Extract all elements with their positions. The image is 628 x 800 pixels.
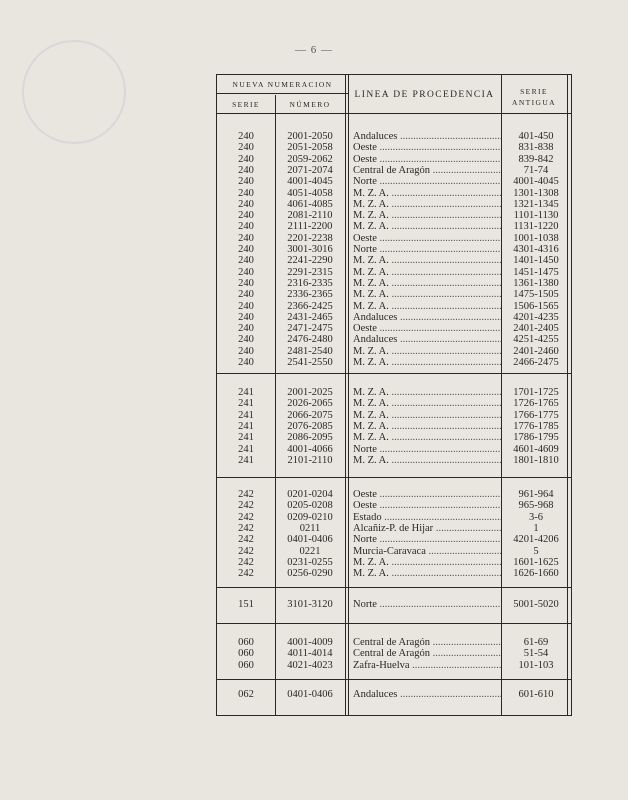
- cell-serie: 242: [238, 511, 254, 523]
- cell-numero: 2066-2075: [287, 409, 333, 421]
- cell-serie: 242: [238, 489, 254, 500]
- cell-serie: 240: [238, 345, 254, 357]
- table-row: [217, 199, 571, 210]
- cell-serie: 240: [238, 198, 254, 210]
- cell-linea: M. Z. A. .....: [353, 455, 501, 466]
- table-row: [217, 323, 571, 334]
- table-row: [217, 421, 571, 432]
- cell-linea: M. Z. A. .....: [353, 432, 501, 443]
- cell-serie-antigua: 965-968: [518, 500, 554, 512]
- cell-linea: M. Z. A. .....: [353, 278, 501, 289]
- cell-numero: 0221: [299, 545, 321, 557]
- cell-linea: M. Z. A. .....: [353, 557, 501, 568]
- cell-serie: 060: [238, 648, 254, 660]
- cell-numero: 2076-2085: [287, 420, 333, 432]
- header-serie: SERIE: [232, 100, 260, 109]
- cell-serie: 240: [238, 176, 254, 188]
- cell-linea: Oeste .....: [353, 489, 501, 500]
- header-serie-antigua-1: SERIE: [520, 87, 548, 96]
- cell-serie-antigua: 4601-4609: [513, 443, 559, 455]
- cell-serie: 241: [238, 387, 254, 398]
- cell-numero: 2071-2074: [287, 164, 333, 176]
- cell-serie-antigua: 2401-2405: [513, 323, 559, 335]
- cell-serie-antigua: 1451-1475: [513, 266, 559, 278]
- cell-serie: 240: [238, 142, 254, 154]
- cell-serie-antigua: 4301-4316: [513, 244, 559, 255]
- cell-serie-antigua: 1506-1565: [513, 300, 559, 312]
- cell-serie: 241: [238, 454, 254, 466]
- cell-serie: 062: [238, 689, 254, 700]
- cell-numero: 0401-0406: [287, 534, 333, 546]
- cell-serie-antigua: 1321-1345: [513, 198, 559, 210]
- cell-serie: 242: [238, 545, 254, 557]
- cell-linea: M. Z. A. .....: [353, 221, 501, 232]
- cell-serie-antigua: 1726-1765: [513, 398, 559, 410]
- cell-serie: 240: [238, 277, 254, 289]
- cell-linea: Central de Aragón .....: [353, 648, 501, 659]
- cell-numero: 4001-4066: [287, 443, 333, 455]
- table-row: [217, 512, 571, 523]
- cell-linea: M. Z. A. .....: [353, 568, 501, 579]
- cell-numero: 2026-2065: [287, 398, 333, 410]
- section-divider: [217, 679, 571, 680]
- cell-linea: M. Z. A. .....: [353, 210, 501, 221]
- table-row: [217, 660, 571, 671]
- header-rule: [217, 93, 348, 94]
- cell-numero: 2111-2200: [287, 221, 333, 233]
- header-bottom-rule: [217, 113, 571, 114]
- table-row: [217, 523, 571, 534]
- cell-serie-antigua: 1001-1038: [513, 232, 559, 244]
- table-row: [217, 557, 571, 568]
- cell-numero: 2481-2540: [287, 345, 333, 357]
- cell-numero: 2086-2095: [287, 432, 333, 444]
- cell-serie-antigua: 1131-1220: [513, 221, 559, 233]
- table-row: [217, 255, 571, 266]
- table-row: [217, 244, 571, 255]
- table-row: [217, 689, 571, 700]
- cell-linea: Zafra-Huelva .....: [353, 660, 501, 671]
- cell-linea: M. Z. A. .....: [353, 357, 501, 368]
- cell-numero: 0256-0290: [287, 568, 333, 580]
- table-row: [217, 301, 571, 312]
- cell-serie: 240: [238, 323, 254, 335]
- cell-serie: 060: [238, 637, 254, 648]
- cell-serie-antigua: 831-838: [518, 142, 554, 154]
- cell-linea: M. Z. A. .....: [353, 289, 501, 300]
- table-row: [217, 312, 571, 323]
- cell-serie: 240: [238, 187, 254, 199]
- cell-linea: Andaluces .....: [353, 334, 501, 345]
- cell-serie-antigua: 1401-1450: [513, 255, 559, 267]
- cell-linea: M. Z. A. .....: [353, 255, 501, 266]
- cell-numero: 2291-2315: [287, 266, 333, 278]
- cell-serie-antigua: 1801-1810: [513, 454, 559, 466]
- cell-numero: 2101-2110: [287, 454, 333, 466]
- cell-serie-antigua: 2466-2475: [513, 357, 559, 368]
- cell-serie: 240: [238, 266, 254, 278]
- cell-serie-antigua: 601-610: [518, 689, 554, 700]
- table-row: [217, 210, 571, 221]
- cell-numero: 2201-2238: [287, 232, 333, 244]
- cell-serie-antigua: 5001-5020: [513, 599, 559, 610]
- cell-linea: M. Z. A. .....: [353, 410, 501, 421]
- cell-serie: 241: [238, 432, 254, 444]
- cell-serie-antigua: 4001-4045: [513, 176, 559, 188]
- cell-numero: 3101-3120: [287, 599, 333, 610]
- cell-linea: Andaluces .....: [353, 131, 501, 142]
- cell-serie-antigua: 1101-1130: [513, 210, 559, 222]
- table-row: [217, 278, 571, 289]
- cell-linea: Norte .....: [353, 244, 501, 255]
- cell-serie-antigua: 1: [533, 522, 539, 534]
- cell-numero: 2051-2058: [287, 142, 333, 154]
- cell-numero: 2001-2050: [287, 131, 333, 142]
- cell-serie: 240: [238, 357, 254, 368]
- cell-linea: Oeste .....: [353, 323, 501, 334]
- cell-numero: 0201-0204: [287, 489, 333, 500]
- cell-numero: 0209-0210: [287, 511, 333, 523]
- table-row: [217, 410, 571, 421]
- cell-numero: 2081-2110: [287, 210, 333, 222]
- cell-linea: Oeste .....: [353, 154, 501, 165]
- cell-serie: 240: [238, 210, 254, 222]
- cell-numero: 2366-2425: [287, 300, 333, 312]
- table-row: [217, 455, 571, 466]
- cell-linea: Oeste .....: [353, 500, 501, 511]
- section-divider: [217, 477, 571, 478]
- table-row: [217, 334, 571, 345]
- cell-linea: M. Z. A. .....: [353, 199, 501, 210]
- cell-linea: Estado .....: [353, 512, 501, 523]
- cell-numero: 0211: [299, 522, 321, 534]
- table-row: [217, 568, 571, 579]
- cell-serie-antigua: 1475-1505: [513, 289, 559, 301]
- table-row: [217, 546, 571, 557]
- cell-numero: 2316-2335: [287, 277, 333, 289]
- cell-serie-antigua: 839-842: [518, 153, 554, 165]
- cell-numero: 0205-0208: [287, 500, 333, 512]
- cell-linea: Norte .....: [353, 599, 501, 610]
- cell-serie: 242: [238, 534, 254, 546]
- cell-serie-antigua: 4201-4235: [513, 311, 559, 323]
- cell-serie: 240: [238, 311, 254, 323]
- cell-numero: 4051-4058: [287, 187, 333, 199]
- table-row: [217, 233, 571, 244]
- cell-serie: 240: [238, 221, 254, 233]
- table-row: [217, 500, 571, 511]
- cell-linea: M. Z. A. .....: [353, 267, 501, 278]
- cell-serie-antigua: 1766-1775: [513, 409, 559, 421]
- cell-numero: 3001-3016: [287, 244, 333, 255]
- cell-linea: M. Z. A. .....: [353, 421, 501, 432]
- cell-serie: 242: [238, 500, 254, 512]
- table-row: [217, 154, 571, 165]
- cell-numero: 4061-4085: [287, 198, 333, 210]
- cell-linea: Norte .....: [353, 534, 501, 545]
- cell-serie: 241: [238, 409, 254, 421]
- cell-linea: M. Z. A. .....: [353, 301, 501, 312]
- table-row: [217, 534, 571, 545]
- cell-numero: 0231-0255: [287, 556, 333, 568]
- table-row: [217, 131, 571, 142]
- cell-serie: 151: [238, 599, 254, 610]
- cell-numero: 4001-4009: [287, 637, 333, 648]
- table-row: [217, 289, 571, 300]
- cell-numero: 4011-4014: [287, 648, 333, 660]
- table-row: [217, 398, 571, 409]
- cell-linea: Oeste .....: [353, 233, 501, 244]
- table-row: [217, 599, 571, 610]
- cell-serie-antigua: 1626-1660: [513, 568, 559, 580]
- cell-linea: Murcia-Caravaca .....: [353, 546, 501, 557]
- header-serie-antigua-2: ANTIGUA: [512, 98, 556, 107]
- table-row: [217, 176, 571, 187]
- cell-serie: 241: [238, 420, 254, 432]
- cell-linea: Andaluces .....: [353, 689, 501, 700]
- table-row: [217, 221, 571, 232]
- cell-linea: M. Z. A. .....: [353, 387, 501, 398]
- cell-linea: Alcañiz-P. de Hijar .....: [353, 523, 501, 534]
- table-row: [217, 489, 571, 500]
- table-row: [217, 188, 571, 199]
- cell-numero: 4021-4023: [287, 659, 333, 671]
- table-row: [217, 648, 571, 659]
- header-linea: LINEA DE PROCEDENCIA: [354, 90, 495, 100]
- cell-serie: 240: [238, 232, 254, 244]
- cell-serie: 242: [238, 568, 254, 580]
- page-number: — 6 —: [295, 44, 333, 56]
- cell-serie: 240: [238, 244, 254, 255]
- cell-serie-antigua: 4201-4206: [513, 534, 559, 546]
- table-row: [217, 357, 571, 368]
- cell-numero: 0401-0406: [287, 689, 333, 700]
- cell-linea: Norte .....: [353, 176, 501, 187]
- table-row: [217, 346, 571, 357]
- cell-linea: M. Z. A. .....: [353, 398, 501, 409]
- section-divider: [217, 373, 571, 374]
- cell-serie-antigua: 101-103: [518, 659, 554, 671]
- cell-numero: 2476-2480: [287, 334, 333, 346]
- cell-linea: Oeste .....: [353, 142, 501, 153]
- cell-serie: 242: [238, 522, 254, 534]
- cell-serie-antigua: 61-69: [523, 637, 549, 648]
- cell-numero: 2241-2290: [287, 255, 333, 267]
- header-numero: NÚMERO: [289, 100, 331, 109]
- header-nueva-numeracion: NUEVA NUMERACION: [232, 80, 333, 89]
- cell-linea: Central de Aragón .....: [353, 165, 501, 176]
- cell-serie: 241: [238, 443, 254, 455]
- cell-serie: 240: [238, 289, 254, 301]
- cell-numero: 4001-4045: [287, 176, 333, 188]
- table-row: [217, 267, 571, 278]
- cell-serie: 240: [238, 334, 254, 346]
- cell-serie-antigua: 1601-1625: [513, 556, 559, 568]
- renumbering-table: [216, 74, 572, 716]
- cell-serie: 060: [238, 659, 254, 671]
- table-row: [217, 387, 571, 398]
- cell-serie-antigua: 51-54: [523, 648, 549, 660]
- cell-serie-antigua: 5: [533, 545, 539, 557]
- cell-numero: 2471-2475: [287, 323, 333, 335]
- table-row: [217, 432, 571, 443]
- cell-serie: 240: [238, 131, 254, 142]
- table-row: [217, 142, 571, 153]
- table-row: [217, 444, 571, 455]
- cell-serie-antigua: 4251-4255: [513, 334, 559, 346]
- cell-numero: 2001-2025: [287, 387, 333, 398]
- cell-serie-antigua: 1301-1308: [513, 187, 559, 199]
- table-row: [217, 637, 571, 648]
- cell-linea: M. Z. A. .....: [353, 188, 501, 199]
- cell-serie: 240: [238, 255, 254, 267]
- cell-serie: 240: [238, 300, 254, 312]
- cell-linea: Andaluces .....: [353, 312, 501, 323]
- cell-numero: 2336-2365: [287, 289, 333, 301]
- cell-numero: 2431-2465: [287, 311, 333, 323]
- cell-serie-antigua: 1786-1795: [513, 432, 559, 444]
- cell-linea: Norte .....: [353, 444, 501, 455]
- cell-serie-antigua: 401-450: [518, 131, 554, 142]
- cell-numero: 2541-2550: [287, 357, 333, 368]
- cell-serie-antigua: 961-964: [518, 489, 554, 500]
- cell-serie-antigua: 1776-1785: [513, 420, 559, 432]
- cell-serie-antigua: 71-74: [523, 164, 549, 176]
- cell-serie-antigua: 1701-1725: [513, 387, 559, 398]
- cell-linea: M. Z. A. .....: [353, 346, 501, 357]
- cell-serie-antigua: 3-6: [529, 511, 543, 523]
- cell-serie: 240: [238, 153, 254, 165]
- cell-serie-antigua: 1361-1380: [513, 277, 559, 289]
- section-divider: [217, 623, 571, 624]
- cell-numero: 2059-2062: [287, 153, 333, 165]
- cell-serie: 241: [238, 398, 254, 410]
- cell-serie: 242: [238, 556, 254, 568]
- cell-serie-antigua: 2401-2460: [513, 345, 559, 357]
- cell-serie: 240: [238, 164, 254, 176]
- section-divider: [217, 587, 571, 588]
- cell-linea: Central de Aragón .....: [353, 637, 501, 648]
- table-row: [217, 165, 571, 176]
